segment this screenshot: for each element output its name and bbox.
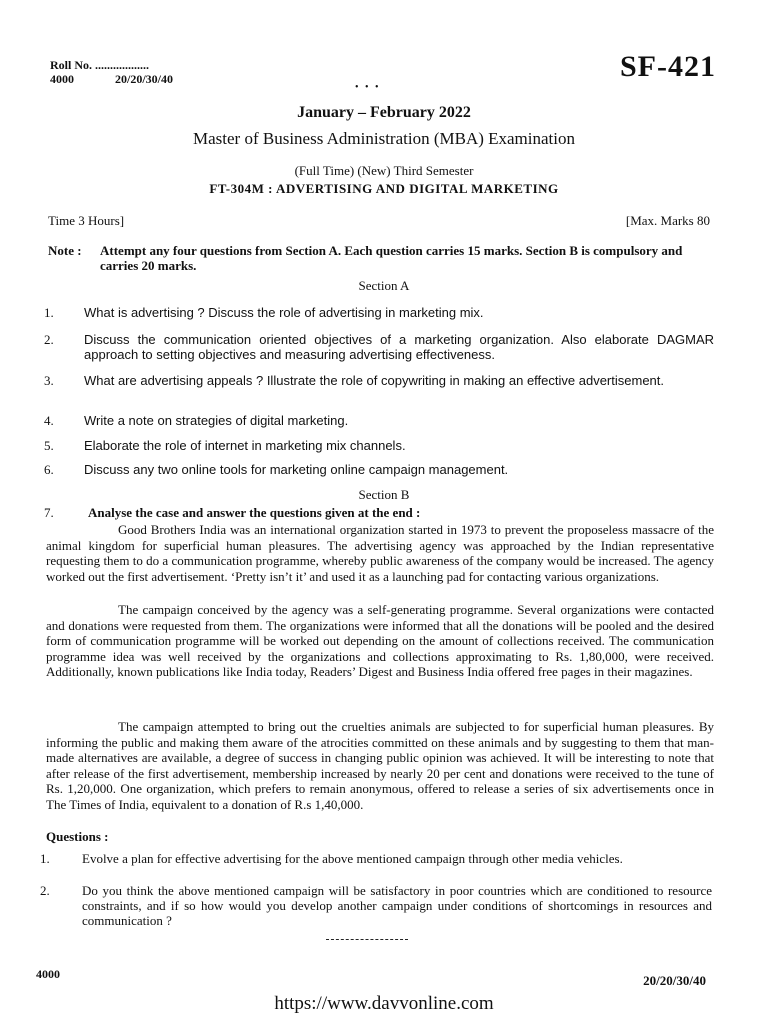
serial-codes bbox=[50, 72, 173, 86]
decorative-dots: • • • bbox=[355, 82, 381, 93]
exam-title: Master of Business Administration (MBA) Examination bbox=[193, 129, 575, 148]
sub-question-item bbox=[40, 883, 712, 928]
time-allowed: Time 3 Hours] bbox=[48, 213, 125, 228]
note-text: Attempt any four questions from Section A. Each question carries 15 marks. Section B is compulsory and carries 20 marks. bbox=[100, 243, 683, 273]
footer-codes: 20/20/30/40 bbox=[643, 973, 706, 988]
question-text: What is advertising ? Discuss the role of advertising in marketing mix. bbox=[84, 305, 484, 320]
paper-title: FT-304M : ADVERTISING AND DIGITAL MARKETING bbox=[209, 181, 559, 196]
question-number: 6. bbox=[44, 462, 54, 477]
note-label: Note : bbox=[48, 243, 82, 258]
case-paragraph bbox=[46, 522, 714, 584]
website-url: https://www.davvonline.com bbox=[274, 993, 494, 1014]
question-item bbox=[44, 438, 714, 453]
question-text: Elaborate the role of internet in marketing mix channels. bbox=[84, 438, 406, 453]
serial-number: 4000 bbox=[50, 72, 74, 86]
paper-code: SF-421 bbox=[620, 50, 716, 83]
question-text: Write a note on strategies of digital marketing. bbox=[84, 413, 349, 428]
question-number: 5. bbox=[44, 438, 54, 453]
case-paragraph-text: The campaign attempted to bring out the cruelties animals are subjected to for superficial human pleasures. By informing the public and making them aware of the atrocities committed on these animals and by suggesting to them that man-made alternatives are available, a degree of success in changing public opinion was achieved. It will be interesting to note that after release of the first advertisement, membership increased by nearly 20 per cent and donations were received to the tune of Rs. 1,20,000. One organization, which prefers to remain anonymous, offered to release a series of six advertisements once in The Times of India, equivalent to a donation of R.s 1,40,000. bbox=[46, 719, 714, 812]
question-text: What are advertising appeals ? Illustrate the role of copywriting in making an effective advertisement. bbox=[84, 373, 665, 388]
roll-number-block bbox=[50, 58, 173, 86]
question-item bbox=[44, 332, 714, 362]
case-question bbox=[44, 505, 420, 521]
question-item bbox=[44, 305, 714, 320]
case-paragraph bbox=[46, 602, 714, 680]
end-divider bbox=[326, 939, 408, 940]
section-a-heading: Section A bbox=[358, 278, 410, 293]
question-number: 3. bbox=[44, 373, 54, 388]
question-number: 7. bbox=[44, 505, 54, 520]
exam-session: January – February 2022 bbox=[297, 104, 471, 121]
sub-question-item bbox=[40, 851, 712, 866]
question-item bbox=[44, 462, 714, 477]
section-b-heading: Section B bbox=[358, 487, 410, 502]
case-paragraph bbox=[46, 719, 714, 813]
footer-serial: 4000 bbox=[36, 967, 60, 981]
question-text: Analyse the case and answer the questions given at the end : bbox=[88, 505, 421, 520]
sub-question-number: 2. bbox=[40, 883, 50, 898]
case-paragraph-text: The campaign conceived by the agency was a self-generating programme. Several organizations were contacted and donations were requested from them. The organizations were informed that all the donations will be pooled and the desired form of communication programme will be worked out depending on the amount of collections received. The communication programme idea was well received by the organizations and collections approximating to Rs. 1,80,000, were received. Additionally, known publications like India today, Readers’ Digest and Business India offered free pages in their magazines. bbox=[46, 602, 714, 680]
paper-codes: 20/20/30/40 bbox=[115, 72, 174, 86]
sub-question-text: Do you think the above mentioned campaign will be satisfactory in poor countries which are conditioned to resource constraints, and if so how would you develop another campaign under conditions of shortcomings in resources and communication ? bbox=[82, 883, 712, 928]
question-number: 4. bbox=[44, 413, 54, 428]
instructions-note bbox=[48, 243, 718, 273]
questions-heading: Questions : bbox=[46, 829, 109, 844]
question-text: Discuss the communication oriented objectives of a marketing organization. Also elaborate DAGMAR approach to setting objectives and measuring advertising effectiveness. bbox=[84, 332, 714, 362]
semester-line: (Full Time) (New) Third Semester bbox=[294, 163, 474, 178]
question-item bbox=[44, 373, 714, 388]
sub-question-number: 1. bbox=[40, 851, 50, 866]
sub-question-text: Evolve a plan for effective advertising for the above mentioned campaign through other media vehicles. bbox=[82, 851, 623, 866]
question-number: 1. bbox=[44, 305, 54, 320]
max-marks: [Max. Marks 80 bbox=[625, 213, 710, 228]
question-number: 2. bbox=[44, 332, 54, 347]
question-text: Discuss any two online tools for marketing online campaign management. bbox=[84, 462, 509, 477]
question-item bbox=[44, 413, 714, 428]
case-paragraph-text: Good Brothers India was an international organization started in 1973 to prevent the proposeless massacre of the animal kingdom for superficial human pleasures. The advertising agency was approached by the Indian representative requesting them to do a communication programme, whereby public awareness of the company would be increased. The agency worked out the first advertisement. ‘Pretty isn’t it’ and used it as a launching pad for contacting various organizations. bbox=[46, 522, 714, 584]
roll-number-label: Roll No. .................. bbox=[50, 58, 149, 72]
